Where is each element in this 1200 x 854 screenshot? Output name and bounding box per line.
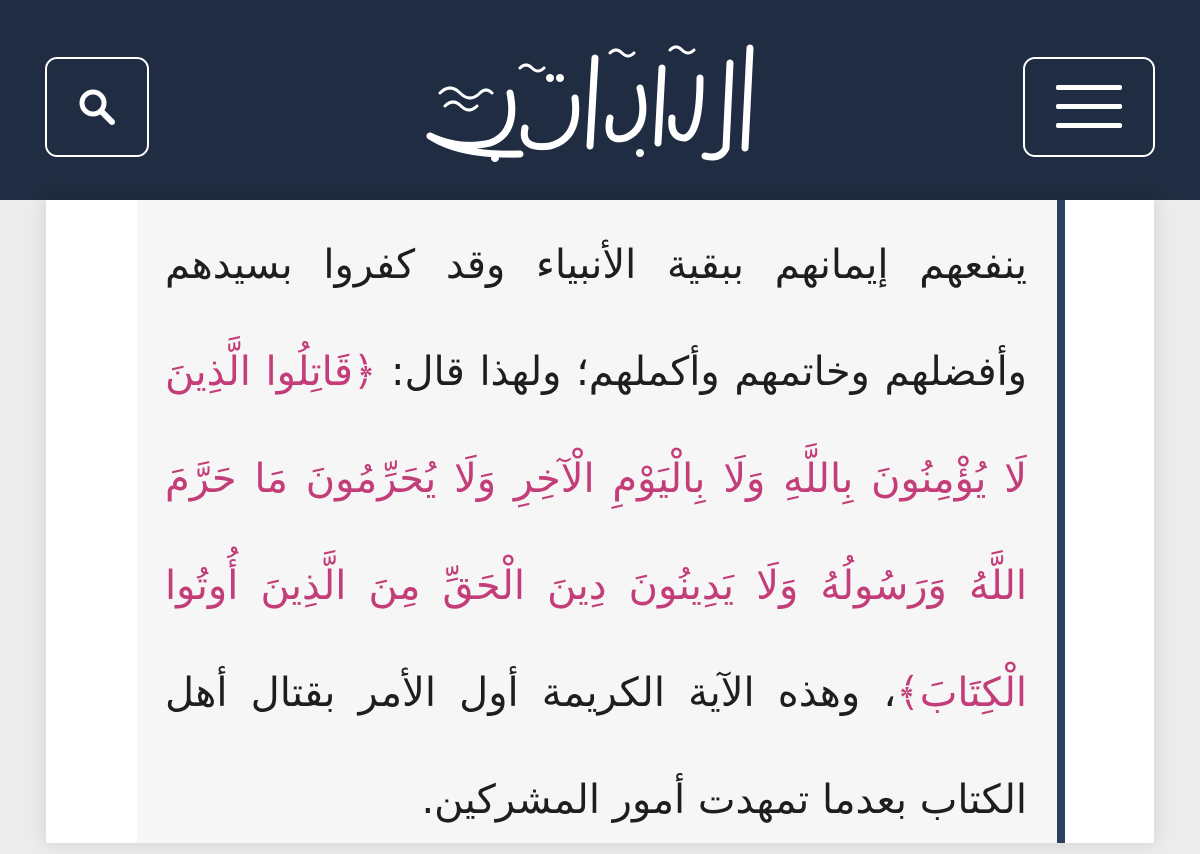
article-text-part1: ينفعهم إيمانهم ببقية الأنبياء وقد كفروا بسيدهم وأفضلهم وخاتمهم وأكملهم؛ ولهذا قال: — [165, 242, 1028, 395]
calligraphy-logo — [400, 38, 780, 168]
article-text-part2: ، وهذه الآية الكريمة أول الأمر بقتال أهل الكتاب بعدما تمهدت أمور المشركين. — [165, 670, 1027, 823]
search-button[interactable] — [45, 57, 149, 157]
quran-verse: ﴿قَاتِلُوا الَّذِينَ لَا يُؤْمِنُونَ بِاللَّهِ وَلَا بِالْيَوْمِ الْآخِرِ وَلَا يُحَرِّمُونَ مَا حَرَّمَ اللَّهُ وَرَسُولُهُ وَلَا يَدِينُونَ دِينَ الْحَقِّ مِنَ الَّذِينَ أُوتُوا الْكِتَابَ﴾ — [165, 349, 1027, 716]
quote-accent-bar — [1057, 200, 1065, 843]
hamburger-menu-icon — [1056, 85, 1122, 129]
article-text — [165, 212, 1027, 854]
search-icon — [77, 87, 117, 127]
site-logo[interactable] — [400, 38, 780, 168]
site-header — [0, 0, 1200, 200]
menu-button[interactable] — [1023, 57, 1155, 157]
